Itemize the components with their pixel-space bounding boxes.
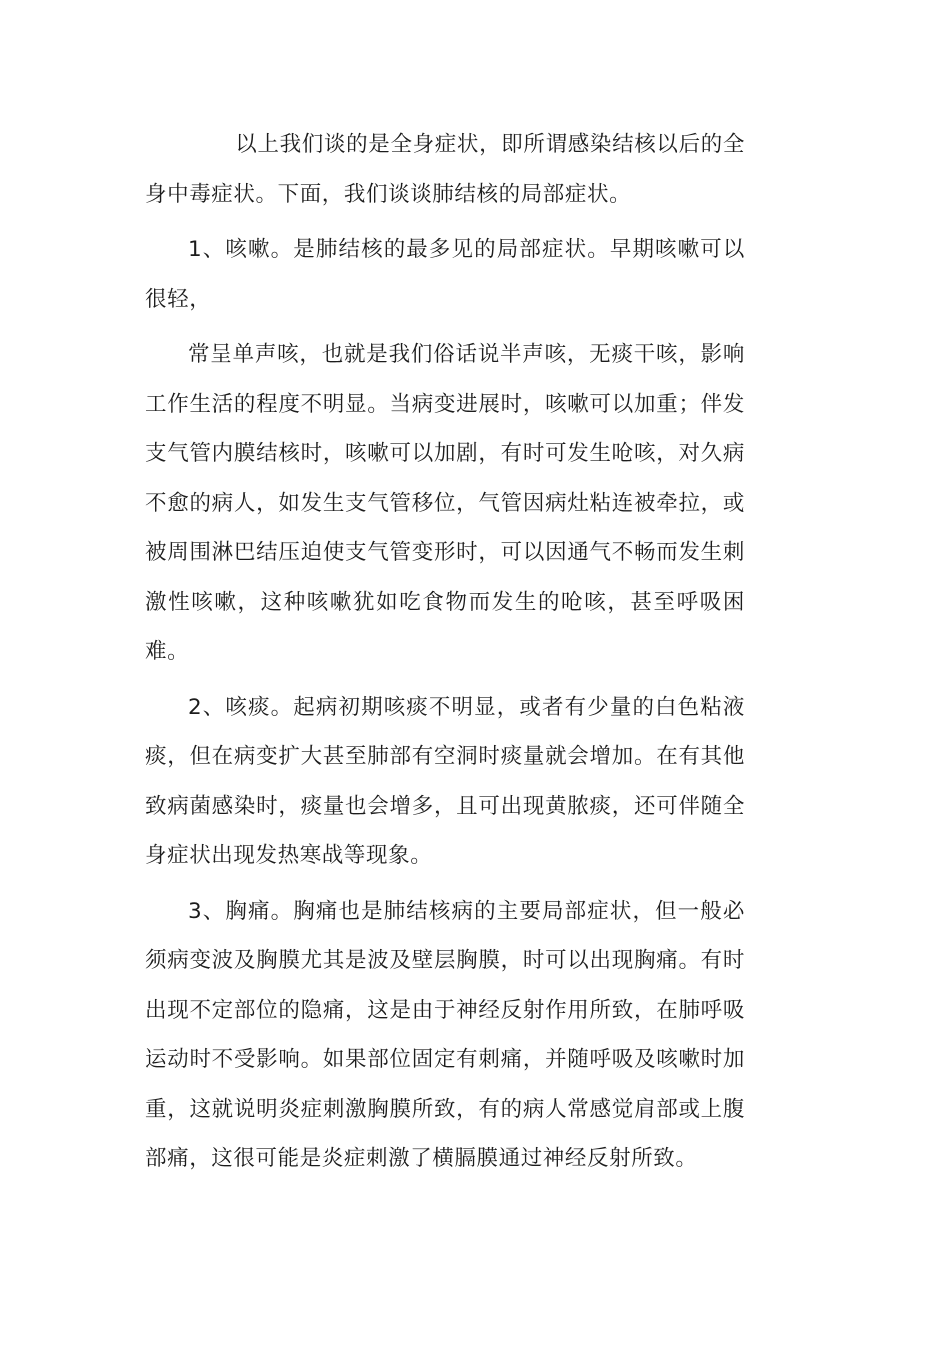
paragraph-chest-pain: 3、胸痛。胸痛也是肺结核病的主要局部症状，但一般必须病变波及胸膜尤其是波及壁层胸膜，时可以出现胸痛。有时出现不定部位的隐痛，这是由于神经反射作用所致，在肺呼吸运动时不受影响。如果部位固定有刺痛，并随呼吸及咳嗽时加重，这就说明炎症刺激胸膜所致，有的病人常感觉肩部或上腹部痛，这很可能是炎症刺激了横膈膜通过神经反射所致。 [145, 898, 745, 1171]
body-text [145, 120, 745, 1184]
paragraph-cough: 1、咳嗽。是肺结核的最多见的局部症状。早期咳嗽可以很轻， [145, 237, 745, 312]
paragraph-cough-detail: 常呈单声咳，也就是我们俗话说半声咳，无痰干咳，影响工作生活的程度不明显。当病变进展时，咳嗽可以加重；伴发支气管内膜结核时，咳嗽可以加剧，有时可发生呛咳，对久病不愈的病人，如发生支气管移位，气管因病灶粘连被牵拉，或被周围淋巴结压迫使支气管变形时，可以因通气不畅而发生刺激性咳嗽，这种咳嗽犹如吃食物而发生的呛咳，甚至呼吸困难。 [145, 342, 745, 664]
paragraph-sputum: 2、咳痰。起病初期咳痰不明显，或者有少量的白色粘液痰，但在病变扩大甚至肺部有空洞时痰量就会增加。在有其他致病菌感染时，痰量也会增多，且可出现黄脓痰，还可伴随全身症状出现发热寒战等现象。 [145, 694, 745, 868]
paragraph-intro: 以上我们谈的是全身症状，即所谓感染结核以后的全身中毒症状。下面，我们谈谈肺结核的局部症状。 [145, 132, 745, 207]
